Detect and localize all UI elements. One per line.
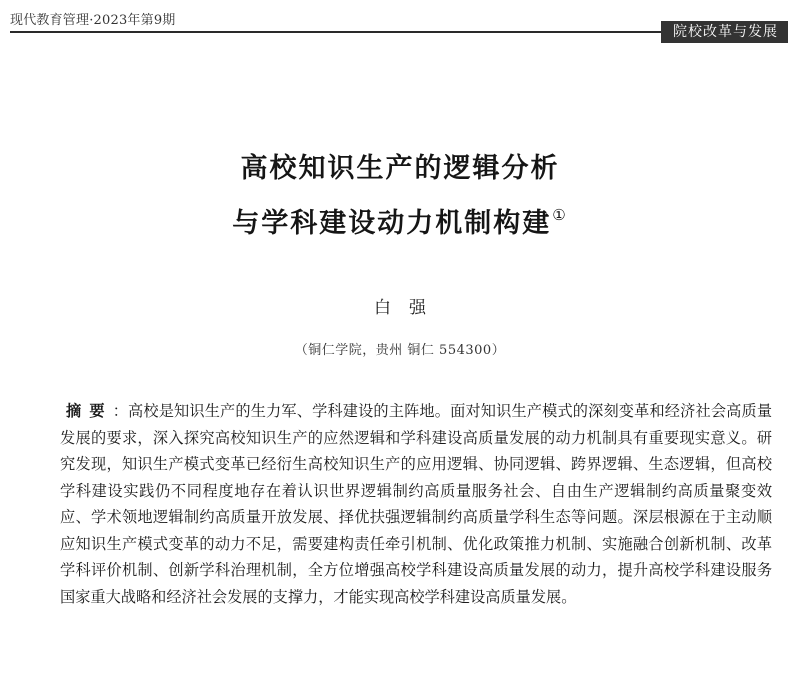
title-line-1-text: 高校知识生产的逻辑分析 <box>240 153 560 184</box>
title-line-2-text: 与学科建设动力机制构建 <box>232 208 552 239</box>
abstract <box>60 398 772 610</box>
abstract-text: ：高校是知识生产的生力军、学科建设的主阵地。面对知识生产模式的深刻变革和经济社会高质量发展的要求，深入探究高校知识生产的应然逻辑和学科建设高质量发展的动力机制具有重要现实意义。研究发现，知识生产模式变革已经衍生高校知识生产的应用逻辑、协同逻辑、跨界逻辑、生态逻辑，但高校学科建设实践仍不同程度地存在着认识世界逻辑制约高质量服务社会、自由生产逻辑制约高质量聚变效应、学术领地逻辑制约高质量开放发展、择优扶强逻辑制约高质量学科生态等问题。深层根源在于主动顺应知识生产模式变革的动力不足，需要建构责任牵引机制、优化政策推力机制、实施融合创新机制、改革学科评价机制、创新学科治理机制，全方位增强高校学科建设高质量发展的动力，提升高校学科建设服务国家重大战略和经济社会发展的支撑力，才能实现高校学科建设高质量发展。 <box>60 402 773 606</box>
author-affiliation: （铜仁学院，贵州 铜仁 554300） <box>294 343 506 358</box>
footnote-marker: ① <box>552 206 568 224</box>
title-line-1 <box>0 146 800 192</box>
author-name: 白强 <box>374 298 444 318</box>
journal-name: 现代教育管理·2023年第9期 <box>10 13 176 28</box>
section-label: 院校改革与发展 <box>661 21 788 43</box>
article-title <box>0 146 800 247</box>
title-line-2 <box>0 192 800 247</box>
abstract-label: 摘要 <box>66 402 113 420</box>
